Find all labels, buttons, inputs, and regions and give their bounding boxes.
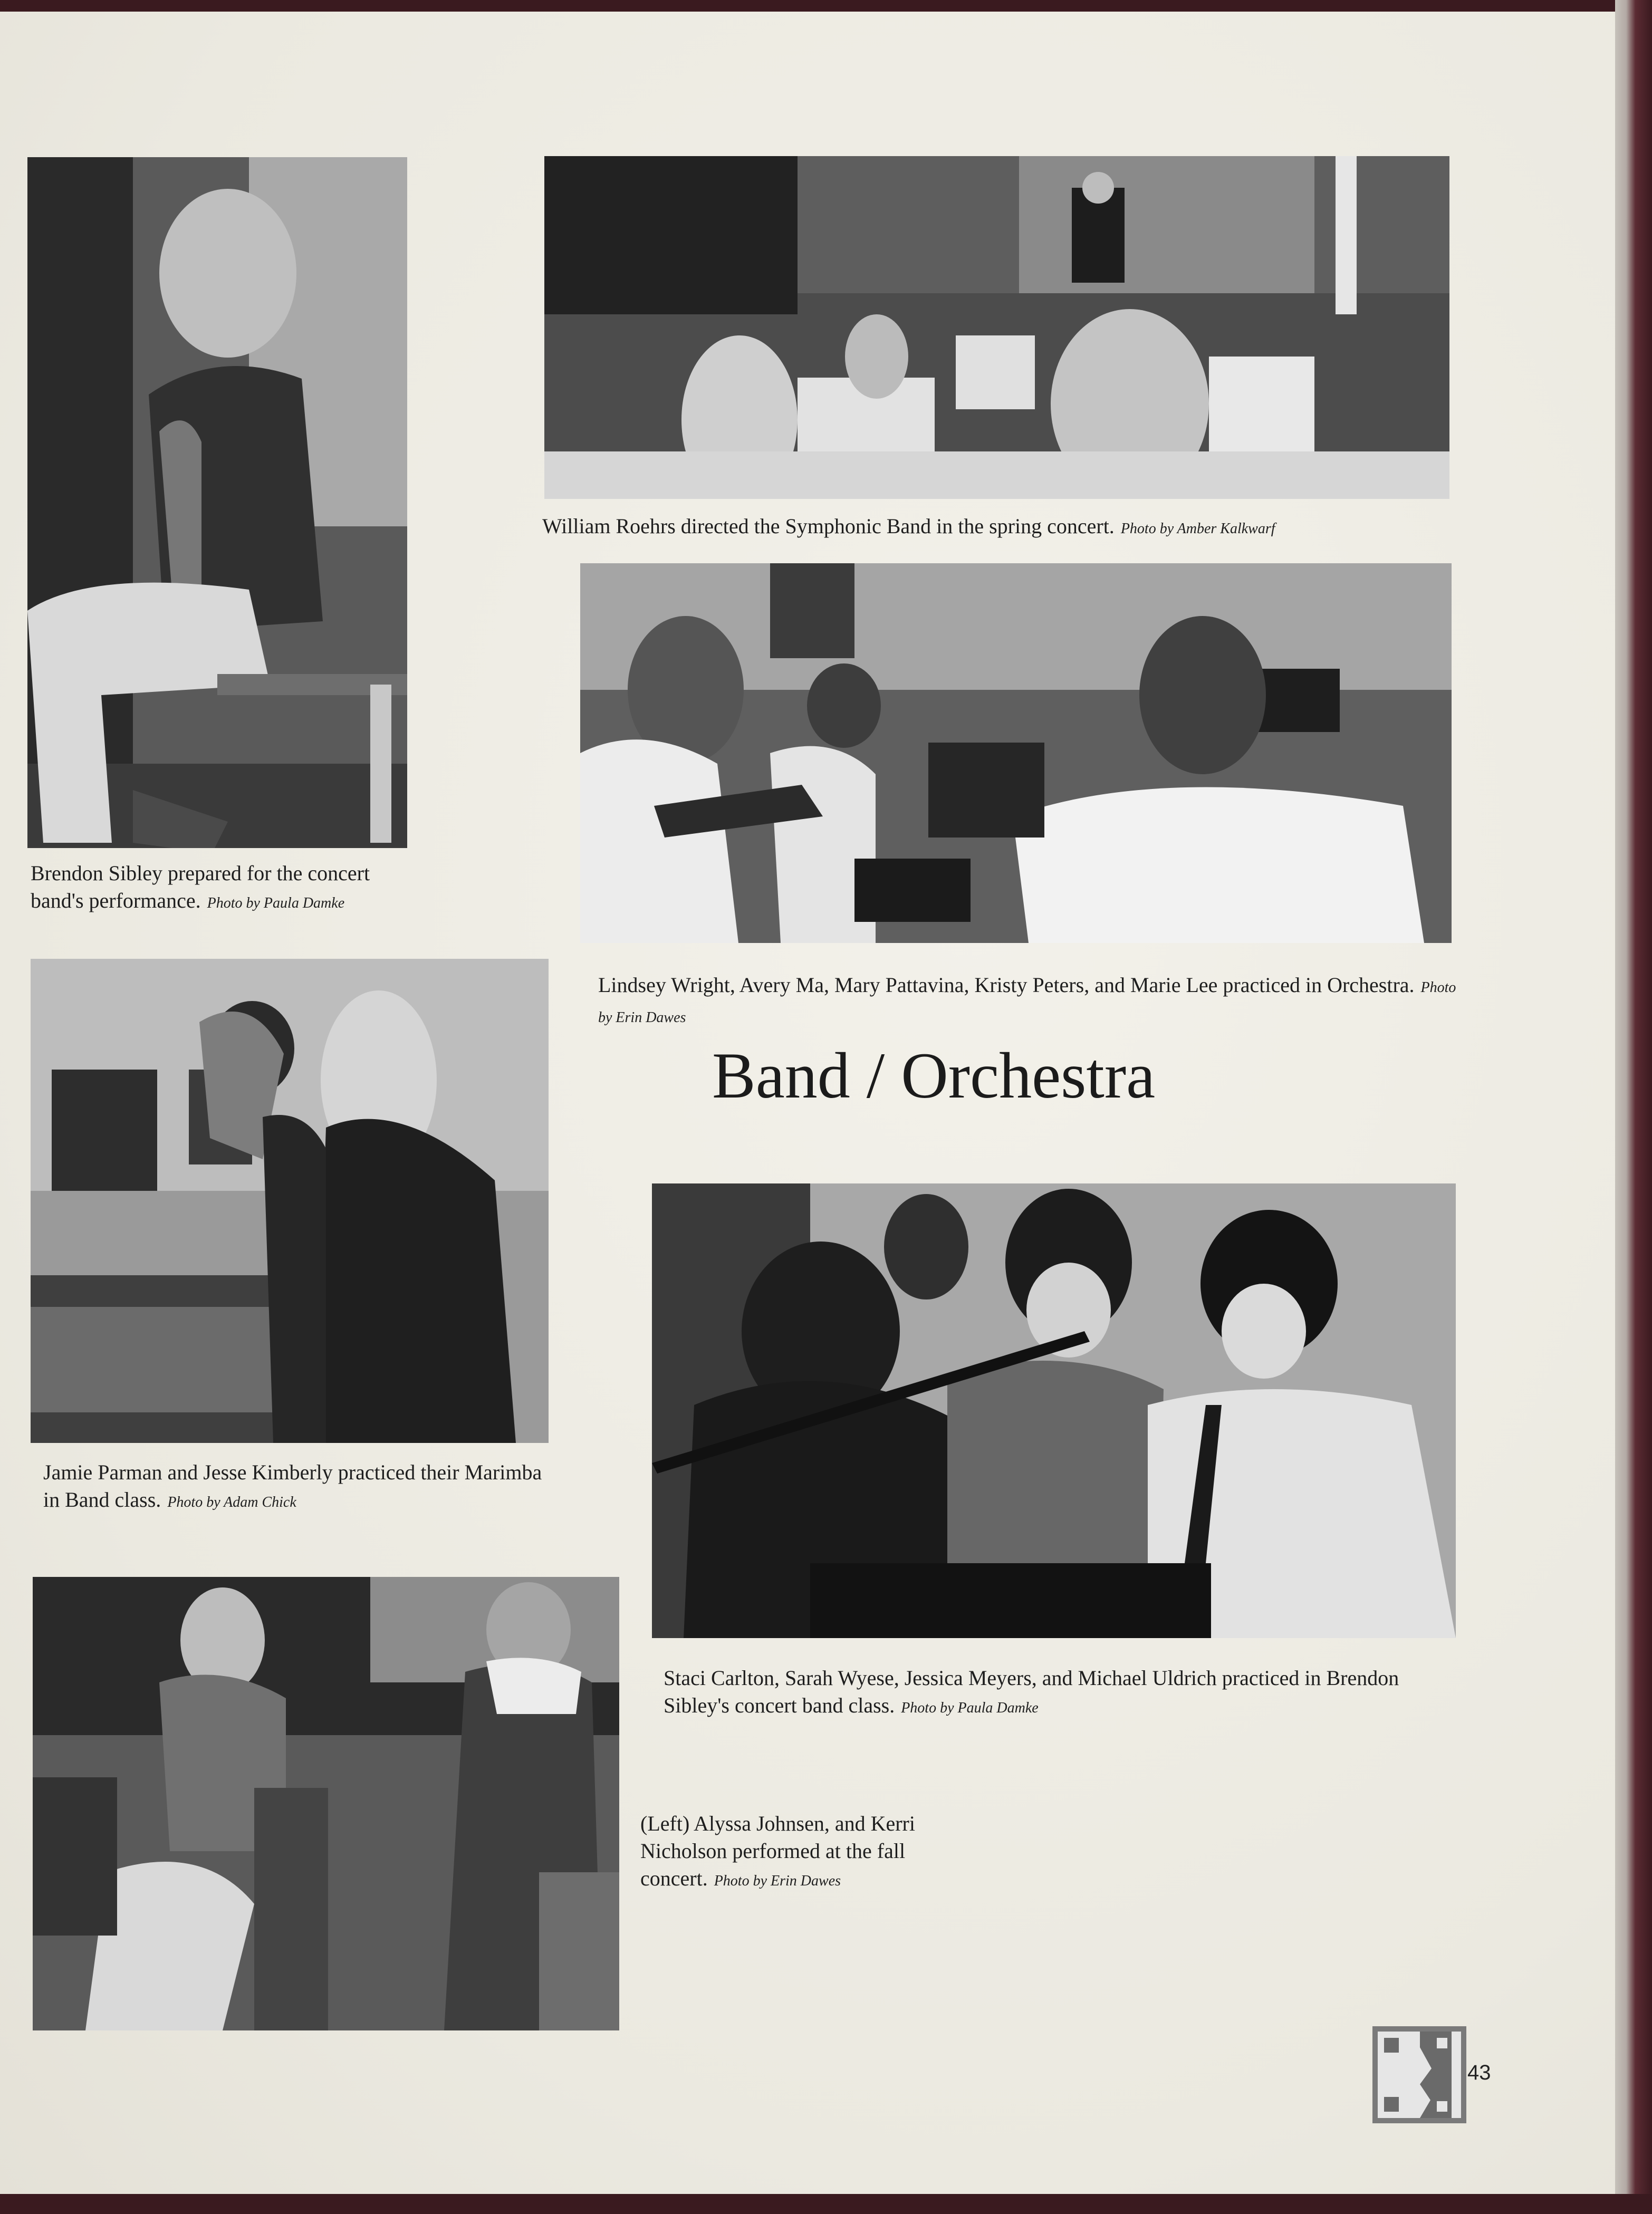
caption-brendon-sibley: Brendon Sibley prepared for the concert band's performance. Photo by Paula Damke	[31, 861, 370, 912]
caption-symphonic-band: William Roehrs directed the Symphonic Band in the spring concert. Photo by Amber Kalkwarf	[542, 514, 1275, 538]
caption-marimba: Jamie Parman and Jesse Kimberly practiced their Marimba in Band class. Photo by Adam Chick	[43, 1460, 542, 1512]
page-number: 43	[1467, 2061, 1491, 2084]
book-bottom-edge	[0, 2194, 1652, 2214]
photo-concert-band-class	[652, 1183, 1456, 1638]
caption-orchestra: Lindsey Wright, Avery Ma, Mary Pattavina, Kristy Peters, and Marie Lee practiced in Orchestra. Photo by Erin Dawes	[598, 973, 1456, 1026]
photo-brendon-sibley	[27, 157, 407, 848]
section-title: Band / Orchestra	[712, 1039, 1156, 1112]
caption-concert-band-class: Staci Carlton, Sarah Wyese, Jessica Meyers, and Michael Uldrich practiced in Brendon Sibley's concert band class. Photo by Paula Damke	[664, 1666, 1399, 1717]
photo-fall-concert	[33, 1577, 619, 2030]
book-edge	[1615, 0, 1652, 2214]
photo-marimba	[31, 959, 549, 1443]
page-number-logo-icon	[1372, 2026, 1466, 2123]
photo-symphonic-band	[544, 156, 1449, 499]
photo-orchestra	[580, 563, 1452, 943]
caption-fall-concert: (Left) Alyssa Johnsen, and Kerri Nicholson performed at the fall concert. Photo by Erin Dawes	[640, 1812, 915, 1890]
